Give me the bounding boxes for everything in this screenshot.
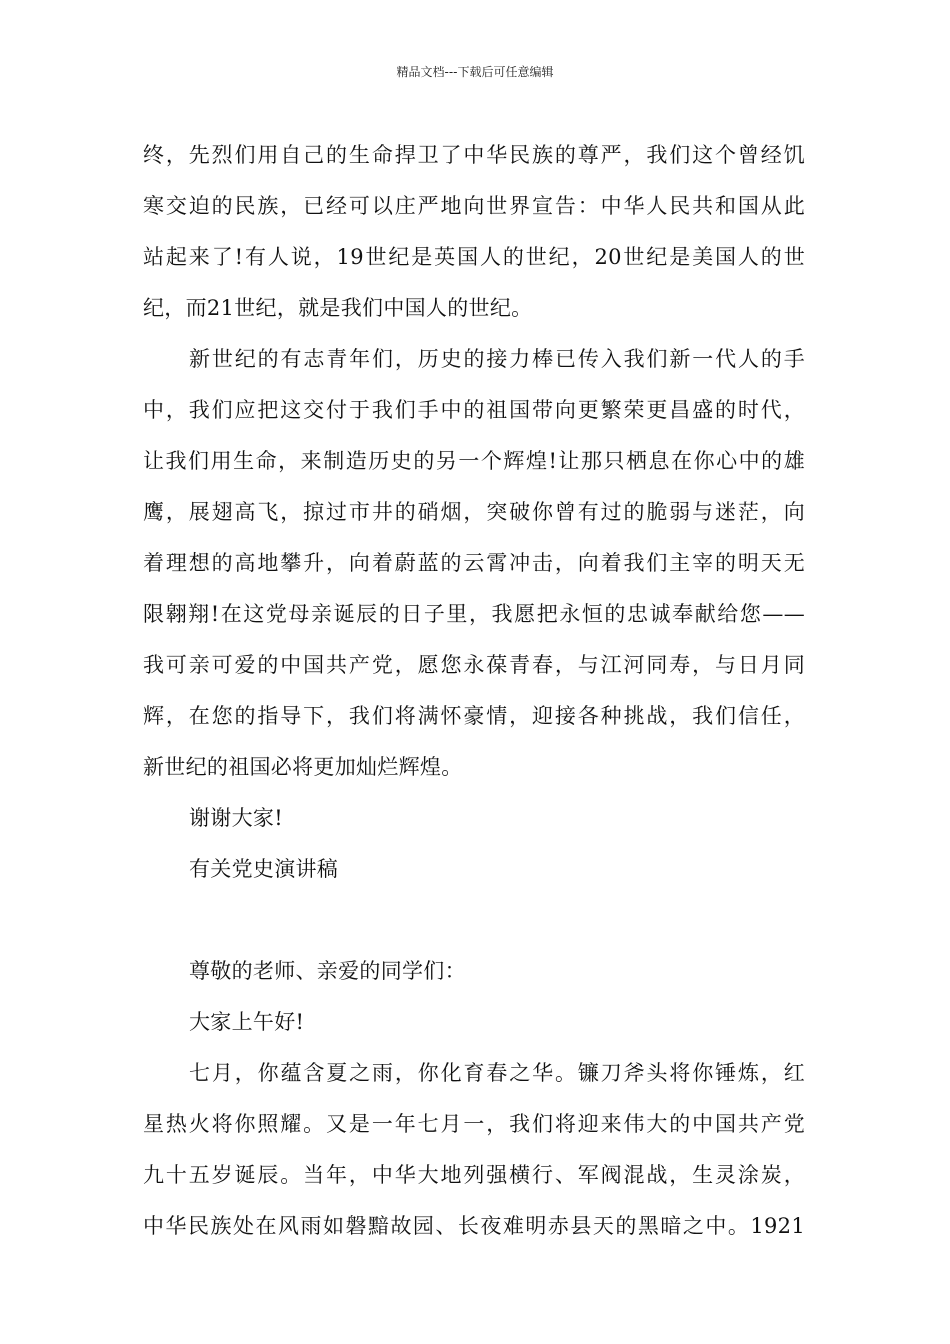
text-line: 着理想的高地攀升，向着蔚蓝的云霄冲击，向着我们主宰的明天无 bbox=[143, 551, 805, 575]
text-line: 九十五岁诞辰。当年，中华大地列强横行、军阀混战，生灵涂炭， bbox=[143, 1163, 805, 1187]
page-header: 精品文档---下载后可任意编辑 bbox=[396, 65, 554, 79]
text-line: 限翱翔!在这党母亲诞辰的日子里，我愿把永恒的忠诚奉献给您—— bbox=[143, 602, 805, 626]
text-line: 让我们用生命，来制造历史的另一个辉煌!让那只栖息在你心中的雄 bbox=[143, 449, 805, 473]
text-line: 中华民族处在风雨如磐黯故园、长夜难明赤县天的黑暗之中。1921 bbox=[143, 1214, 805, 1238]
text-line: 终，先烈们用自己的生命捍卫了中华民族的尊严，我们这个曾经饥 bbox=[143, 143, 805, 167]
salutation: 尊敬的老师、亲爱的同学们： bbox=[189, 959, 466, 983]
text-line: 辉，在您的指导下，我们将满怀豪情，迎接各种挑战，我们信任， bbox=[143, 704, 805, 728]
text-line: 七月，你蕴含夏之雨，你化育春之华。镰刀斧头将你锤炼，红 bbox=[189, 1061, 805, 1085]
text-line: 谢谢大家! bbox=[189, 806, 283, 830]
text-line: 星热火将你照耀。又是一年七月一，我们将迎来伟大的中国共产党 bbox=[143, 1112, 805, 1136]
document-body bbox=[143, 130, 805, 1252]
text-line: 站起来了!有人说，19世纪是英国人的世纪，20世纪是美国人的世 bbox=[143, 245, 805, 269]
greeting: 大家上午好! bbox=[189, 1010, 305, 1034]
text-line: 鹰，展翅高飞，掠过市井的硝烟，突破你曾有过的脆弱与迷茫，向 bbox=[143, 500, 805, 524]
section-title: 有关党史演讲稿 bbox=[189, 857, 339, 881]
text-line: 新世纪的祖国必将更加灿烂辉煌。 bbox=[143, 755, 463, 779]
text-line: 中，我们应把这交付于我们手中的祖国带向更繁荣更昌盛的时代， bbox=[143, 398, 805, 422]
blank-line bbox=[143, 895, 805, 946]
text-line: 寒交迫的民族，已经可以庄严地向世界宣告：中华人民共和国从此 bbox=[143, 194, 805, 218]
text-line: 我可亲可爱的中国共产党，愿您永葆青春，与江河同寿，与日月同 bbox=[143, 653, 805, 677]
text-line: 纪，而21世纪，就是我们中国人的世纪。 bbox=[143, 296, 533, 320]
text-line: 新世纪的有志青年们，历史的接力棒已传入我们新一代人的手 bbox=[189, 347, 805, 371]
